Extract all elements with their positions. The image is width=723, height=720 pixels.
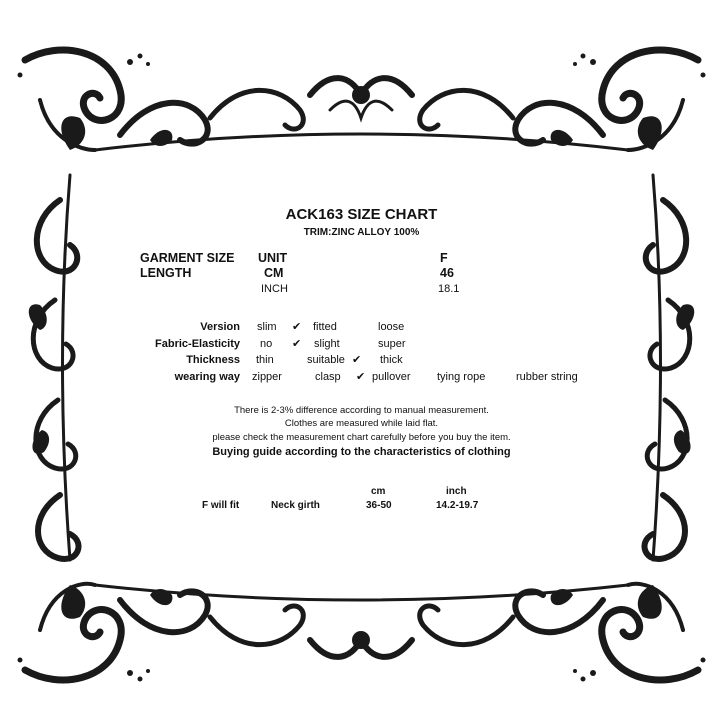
value-inch: 18.1	[438, 283, 460, 295]
check-mark-icon: ✔	[292, 338, 302, 350]
range-cm: 36-50	[366, 500, 392, 511]
header-garment-size: GARMENT SIZE	[140, 251, 235, 265]
label-wearing-way: wearing way	[174, 371, 240, 383]
label-version: Version	[200, 321, 240, 333]
chart-title: ACK163 SIZE CHART	[285, 206, 438, 223]
option-slim: slim	[257, 321, 277, 333]
buying-guide-heading: Buying guide according to the characteristics of clothing	[212, 446, 511, 458]
option-rubber-string: rubber string	[516, 371, 578, 383]
option-no: no	[260, 338, 273, 350]
note-measurement-difference: There is 2-3% difference according to manual measurement.	[234, 405, 489, 416]
check-mark-icon: ✔	[356, 371, 366, 383]
header-unit: UNIT	[258, 251, 288, 265]
option-clasp: clasp	[315, 371, 341, 383]
header-size-f: F	[440, 251, 448, 265]
option-super: super	[378, 338, 406, 350]
option-fitted: fitted	[313, 321, 337, 333]
header-inch: inch	[446, 486, 467, 497]
row-label-f-will-fit: F will fit	[202, 500, 240, 511]
note-laid-flat: Clothes are measured while laid flat.	[284, 418, 439, 429]
unit-inch: INCH	[261, 283, 288, 295]
value-cm: 46	[440, 266, 454, 280]
option-tying-rope: tying rope	[437, 371, 486, 383]
check-mark-icon: ✔	[352, 354, 362, 366]
option-loose: loose	[378, 321, 405, 333]
option-thin: thin	[256, 354, 274, 366]
row-label-length: LENGTH	[140, 266, 192, 280]
unit-cm: CM	[264, 266, 284, 280]
label-thickness: Thickness	[186, 354, 240, 366]
check-mark-icon: ✔	[292, 321, 302, 333]
label-fabric-elasticity: Fabric-Elasticity	[155, 338, 240, 350]
range-inch: 14.2-19.7	[436, 500, 479, 511]
option-suitable: suitable	[307, 354, 345, 366]
option-zipper: zipper	[252, 371, 282, 383]
option-slight: slight	[314, 338, 340, 350]
measure-neck-girth: Neck girth	[271, 500, 320, 511]
note-check-chart: please check the measurement chart carefully before you buy the item.	[212, 432, 511, 443]
header-cm: cm	[371, 486, 386, 497]
option-thick: thick	[380, 354, 403, 366]
option-pullover: pullover	[372, 371, 411, 383]
chart-subtitle: TRIM:ZINC ALLOY 100%	[303, 227, 420, 238]
